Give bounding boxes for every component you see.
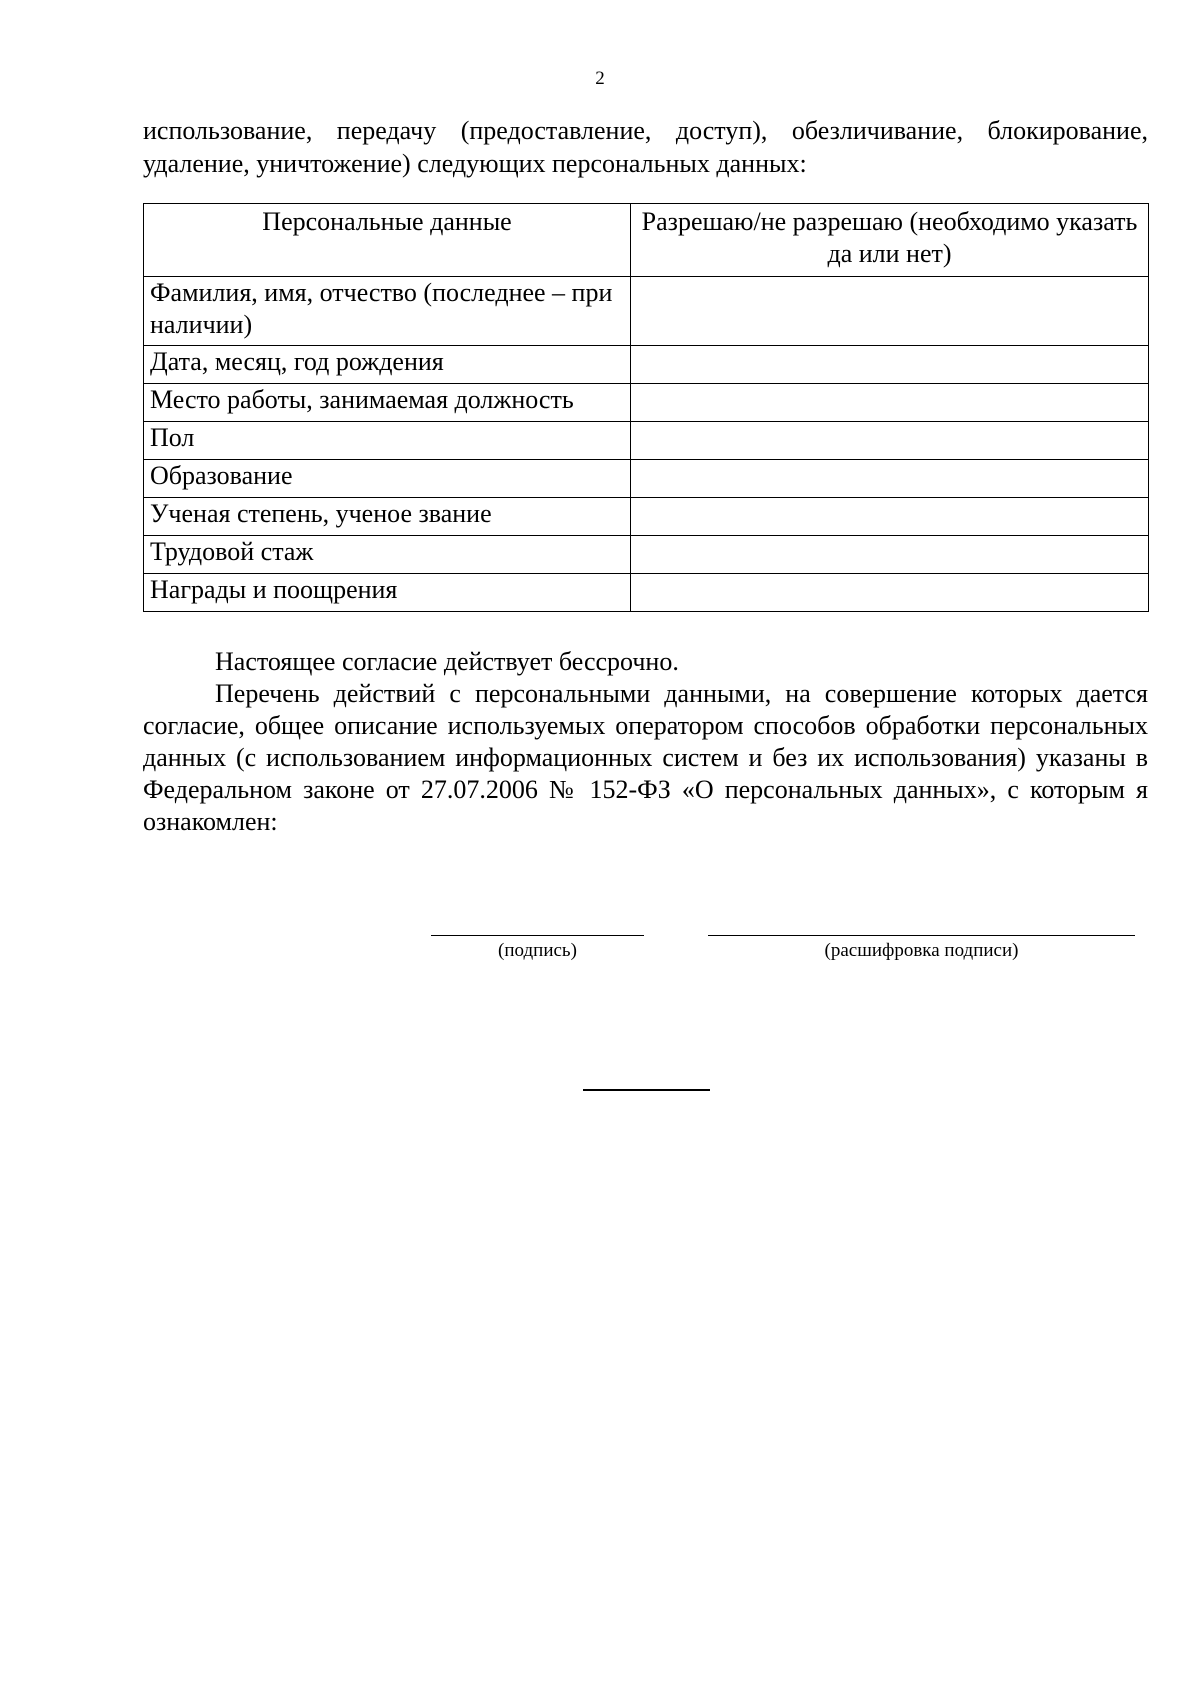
intro-paragraph: использование, передачу (предоставление, доступ), обезличивание, блокирование, удаление, уничтожение) следующих персональных данных: <box>143 116 1148 178</box>
body-text <box>143 646 1148 838</box>
row-value-cell[interactable] <box>631 277 1149 346</box>
signature-caption: (подпись) <box>498 940 577 961</box>
row-label: Дата, месяц, год рождения <box>144 346 631 384</box>
table-row <box>144 346 1149 384</box>
validity-paragraph: Настоящее согласие действует бессрочно. <box>215 647 679 676</box>
header-personal-data: Персональные данные <box>144 204 631 277</box>
row-label: Трудовой стаж <box>144 536 631 574</box>
signature-decoding-caption: (расшифровка подписи) <box>824 940 1019 961</box>
row-label: Фамилия, имя, отчество (последнее – при наличии) <box>144 277 631 346</box>
row-label: Пол <box>144 422 631 460</box>
row-label: Образование <box>144 460 631 498</box>
table-row <box>144 536 1149 574</box>
row-value-cell[interactable] <box>631 422 1149 460</box>
table-row <box>144 574 1149 612</box>
row-label: Награды и поощрения <box>144 574 631 612</box>
row-label: Ученая степень, ученое звание <box>144 498 631 536</box>
table-row <box>144 384 1149 422</box>
table-header-row <box>144 204 1149 277</box>
table-row <box>144 277 1149 346</box>
signature-line[interactable] <box>431 935 644 936</box>
signature-decoding-line[interactable] <box>708 935 1135 936</box>
law-reference-paragraph: Перечень действий с персональными данными, на совершение которых дается согласие, общее описание используемых оператором способов обработки персональных данных (с использованием информационных систем и без их использования) указаны в Федеральном законе от 27.07.2006 № 152-ФЗ «О персональных данных», с которым я ознакомлен: <box>143 679 1148 836</box>
row-value-cell[interactable] <box>631 536 1149 574</box>
header-permission: Разрешаю/не разрешаю (необходимо указать да или нет) <box>631 204 1149 277</box>
table-row <box>144 460 1149 498</box>
row-value-cell[interactable] <box>631 574 1149 612</box>
row-label: Место работы, занимаемая должность <box>144 384 631 422</box>
personal-data-table <box>143 203 1149 612</box>
row-value-cell[interactable] <box>631 384 1149 422</box>
table-row <box>144 422 1149 460</box>
page-number: 2 <box>595 68 605 89</box>
end-of-document-line <box>583 1089 710 1091</box>
table-row <box>144 498 1149 536</box>
row-value-cell[interactable] <box>631 346 1149 384</box>
row-value-cell[interactable] <box>631 460 1149 498</box>
row-value-cell[interactable] <box>631 498 1149 536</box>
